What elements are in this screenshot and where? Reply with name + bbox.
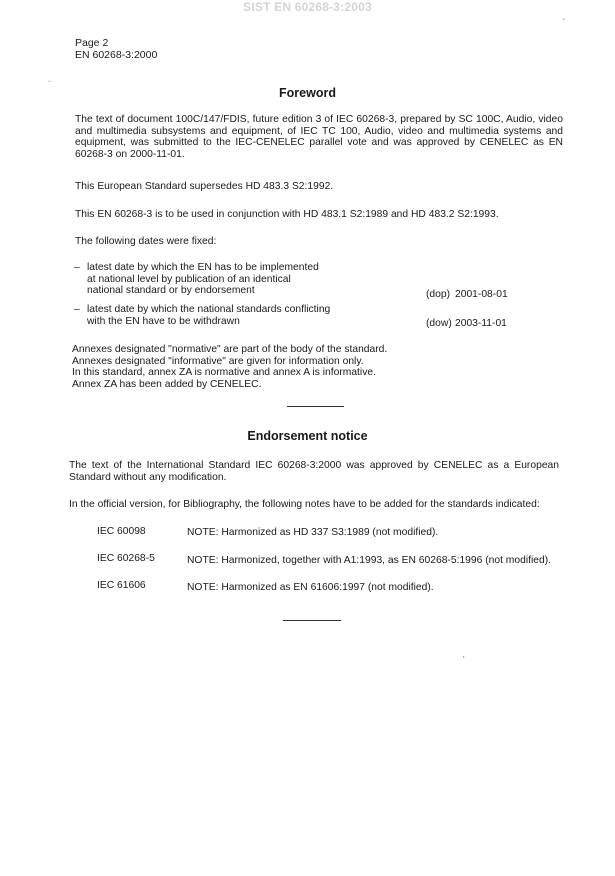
date-line: latest date by which the EN has to be implemented	[87, 262, 319, 273]
document-id: EN 60268-3:2000	[75, 49, 158, 61]
dates-intro: The following dates were fixed:	[75, 236, 217, 247]
section-divider	[283, 620, 341, 621]
scan-speck: ʻ	[563, 17, 565, 26]
date-value: 2001-08-01	[455, 289, 508, 300]
annex-note: Annexes designated "informative" are given for information only.	[72, 355, 364, 367]
page-number: Page 2	[75, 37, 109, 49]
dash-marker: –	[74, 262, 80, 273]
endorsement-title: Endorsement notice	[247, 429, 368, 443]
endorsement-text: The text of the International Standard IEC 60268-3:2000 was approved by CENELEC as a European Standard without any modification.	[69, 460, 559, 483]
section-divider	[287, 406, 344, 407]
annex-notes	[72, 344, 492, 390]
annex-note: Annex ZA has been added by CENELEC.	[72, 378, 262, 390]
date-line: national standard or by endorsement	[87, 285, 255, 296]
date-code: (dop)	[426, 289, 451, 300]
annex-note: Annexes designated "normative" are part of the body of the standard.	[72, 344, 388, 355]
reference-standard: IEC 60098	[97, 526, 146, 537]
reference-note: NOTE: Harmonized as HD 337 S3:1989 (not modified).	[187, 527, 439, 538]
date-value: 2003-11-01	[455, 318, 507, 329]
reference-note: NOTE: Harmonized, together with A1:1993, as EN 60268-5:1996 (not modified).	[187, 555, 552, 566]
date-line: with the EN have to be withdrawn	[87, 315, 240, 327]
scan-speck: '	[463, 655, 465, 664]
page-header	[75, 37, 157, 61]
date-item-text	[87, 262, 407, 297]
foreword-intro: The text of document 100C/147/FDIS, future edition 3 of IEC 60268-3, prepared by SC 100C, Audio, video and multimedia subsystems and equipment, of IEC TC 100, Audio, video and multimedia systems and equipment, was submitted to the IEC-CENELEC parallel vote and was approved by CENELEC as EN 60268-3 on 2000-11-01.	[75, 114, 563, 160]
watermark: SIST EN 60268-3:2003	[243, 0, 372, 14]
date-line: latest date by which the national standards conflicting	[87, 304, 331, 315]
date-code: (dow)	[426, 318, 452, 329]
annex-note: In this standard, annex ZA is normative and annex A is informative.	[72, 367, 376, 378]
reference-standard: IEC 60268-5	[97, 553, 155, 564]
reference-standard: IEC 61606	[97, 580, 146, 591]
foreword-supersedes: This European Standard supersedes HD 483.3 S2:1992.	[75, 181, 334, 192]
foreword-title: Foreword	[279, 86, 336, 100]
scan-speck: `	[48, 80, 51, 89]
date-item-text	[87, 304, 407, 327]
dash-marker: –	[74, 304, 80, 315]
date-line: at national level by publication of an identical	[87, 273, 291, 285]
bibliography-intro: In the official version, for Bibliography, the following notes have to be added for the standards indicated:	[69, 499, 540, 510]
reference-note: NOTE: Harmonized as EN 61606:1997 (not modified).	[187, 582, 434, 593]
foreword-conjunction: This EN 60268-3 is to be used in conjunction with HD 483.1 S2:1989 and HD 483.2 S2:1993.	[75, 209, 499, 220]
